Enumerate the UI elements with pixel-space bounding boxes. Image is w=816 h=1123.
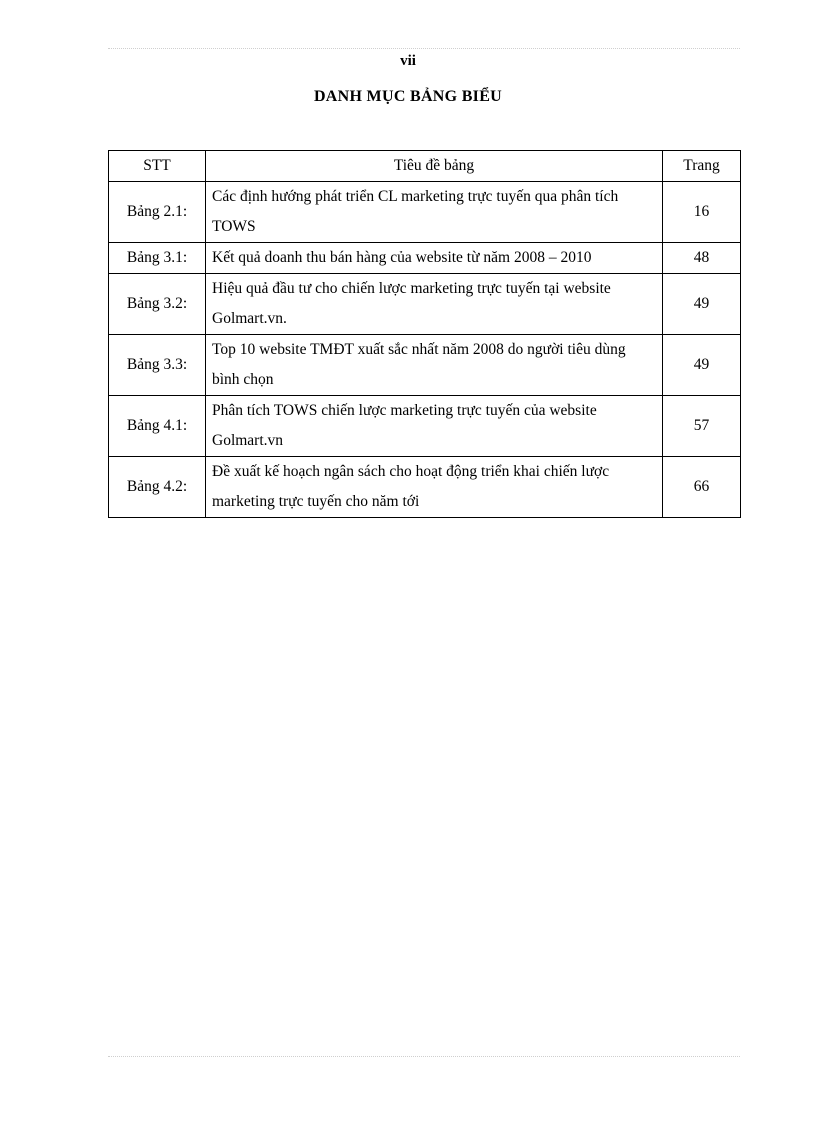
header-stt: STT bbox=[109, 151, 206, 182]
row-stt: Bảng 3.2: bbox=[109, 274, 206, 335]
page-title: DANH MỤC BẢNG BIỂU bbox=[313, 88, 503, 105]
row-stt: Bảng 4.1: bbox=[109, 396, 206, 457]
header-title: Tiêu đề bảng bbox=[206, 151, 663, 182]
header-rule bbox=[108, 48, 740, 49]
table-row bbox=[109, 182, 741, 243]
row-page: 66 bbox=[663, 457, 741, 518]
row-stt: Bảng 3.3: bbox=[109, 335, 206, 396]
row-title: Đề xuất kế hoạch ngân sách cho hoạt động triển khai chiến lược marketing trực tuyến cho năm tới bbox=[206, 457, 663, 518]
row-page: 49 bbox=[663, 274, 741, 335]
table-header-row bbox=[109, 151, 741, 182]
row-page: 16 bbox=[663, 182, 741, 243]
page-number: vii bbox=[400, 53, 416, 69]
row-stt: Bảng 4.2: bbox=[109, 457, 206, 518]
table-list bbox=[108, 150, 741, 518]
row-page: 48 bbox=[663, 243, 741, 274]
row-stt: Bảng 2.1: bbox=[109, 182, 206, 243]
row-title: Phân tích TOWS chiến lược marketing trực tuyến của website Golmart.vn bbox=[206, 396, 663, 457]
footer-rule bbox=[108, 1056, 740, 1057]
row-page: 57 bbox=[663, 396, 741, 457]
table-row bbox=[109, 243, 741, 274]
row-title: Kết quả doanh thu bán hàng của website từ năm 2008 – 2010 bbox=[206, 243, 663, 274]
row-stt: Bảng 3.1: bbox=[109, 243, 206, 274]
table-row bbox=[109, 335, 741, 396]
row-title: Top 10 website TMĐT xuất sắc nhất năm 2008 do người tiêu dùng bình chọn bbox=[206, 335, 663, 396]
table-row bbox=[109, 396, 741, 457]
row-title: Các định hướng phát triển CL marketing trực tuyến qua phân tích TOWS bbox=[206, 182, 663, 243]
row-page: 49 bbox=[663, 335, 741, 396]
table-row bbox=[109, 457, 741, 518]
header-page: Trang bbox=[663, 151, 741, 182]
table-row bbox=[109, 274, 741, 335]
row-title: Hiệu quả đầu tư cho chiến lược marketing trực tuyến tại website Golmart.vn. bbox=[206, 274, 663, 335]
